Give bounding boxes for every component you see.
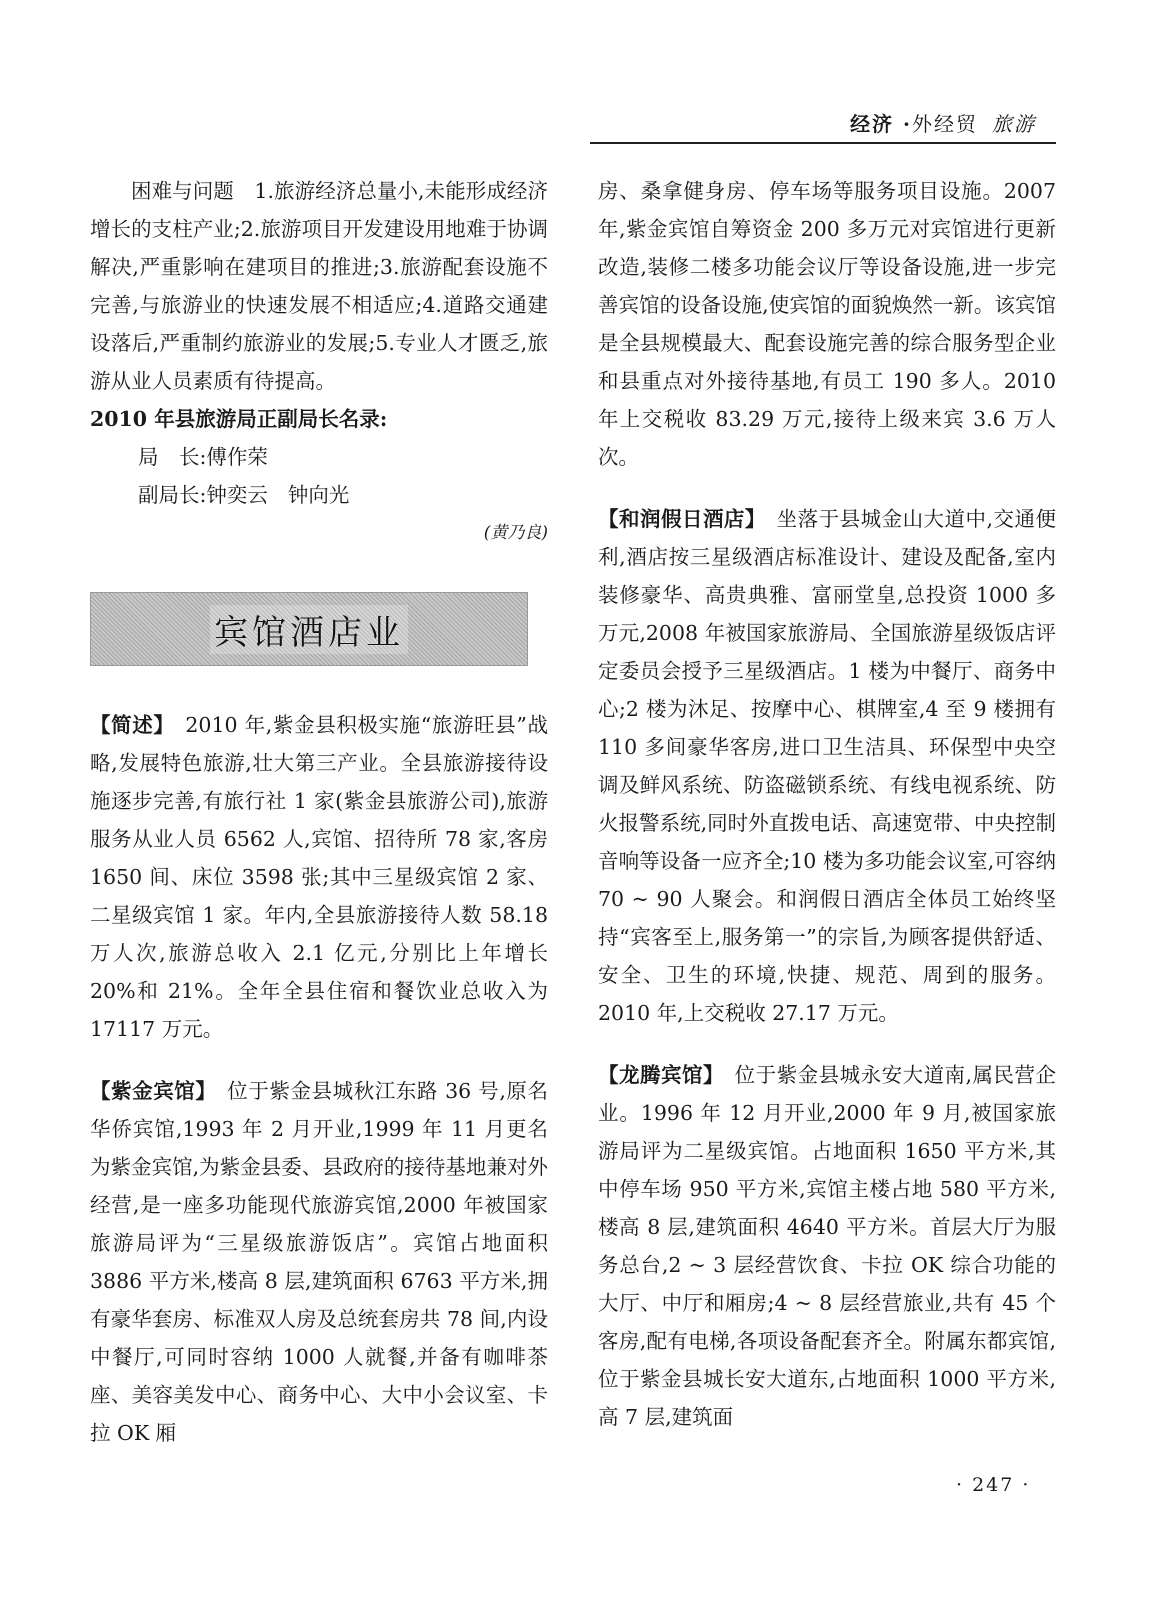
header-em: 旅游	[992, 112, 1036, 136]
right-column	[598, 172, 1056, 1436]
zijin-paragraph	[90, 1072, 548, 1452]
deputy-row	[90, 476, 548, 514]
page-number: · 247 ·	[956, 1474, 1031, 1496]
author-signature: (黄乃良)	[483, 523, 548, 543]
running-header	[590, 96, 1056, 144]
section-title: 宾馆酒店业	[210, 605, 408, 654]
intro-label: 【简述】	[90, 713, 165, 737]
director-name: 局 长:傅作荣	[138, 445, 268, 469]
intro-paragraph	[90, 706, 548, 1048]
header-text	[850, 108, 1036, 137]
intro-text: 2010 年,紫金县积极实施“旅游旺县”战略,发展特色旅游,壮大第三产业。全县旅游接待设施逐步完善,有旅行社 1 家(紫金县旅游公司),旅游服务从业人员 6562 人,宾馆、招待所 78 家,客房 1650 间、床位 3598 张;其中三星级宾馆 2 家、二星级宾馆 1 家。年内,全县旅游接待人数 58.18 万人次,旅游总收入 2.1 亿元,分别比上年增长 20%和 21%。全年全县住宿和餐饮业总收入为 17117 万元。	[90, 713, 549, 1041]
zijin-label: 【紫金宾馆】	[90, 1079, 207, 1103]
header-sep: ·	[903, 112, 912, 136]
left-column	[90, 172, 548, 1452]
problems-paragraph: 困难与问题 1.旅游经济总量小,未能形成经济增长的支柱产业;2.旅游项目开发建设用地难于协调解决,严重影响在建项目的推进;3.旅游配套设施不完善,与旅游业的快速发展不相适应;4.道路交通建设落后,严重制约旅游业的发展;5.专业人才匮乏,旅游从业人员素质有待提高。	[90, 179, 548, 393]
section-banner	[90, 592, 528, 666]
deputy-name-2: 钟向光	[287, 483, 350, 507]
longteng-label: 【龙腾宾馆】	[598, 1063, 714, 1087]
herun-paragraph	[598, 500, 1056, 1032]
deputy-name-1: 副局长:钟奕云	[138, 483, 268, 507]
longteng-paragraph	[598, 1056, 1056, 1436]
zijin-text: 位于紫金县城秋江东路 36 号,原名华侨宾馆,1993 年 2 月开业,1999 年 11 月更名为紫金宾馆,为紫金县委、县政府的接待基地兼对外经营,是一座多功能现代旅游宾馆,2000 年被国家旅游局评为“三星级旅游饭店”。宾馆占地面积 3886 平方米,楼高 8 层,建筑面积 6763 平方米,拥有豪华套房、标准双人房及总统套房共 78 间,内设中餐厅,可同时容纳 1000 人就餐,并备有咖啡茶座、美容美发中心、商务中心、大中小会议室、卡拉 OK 厢	[90, 1079, 549, 1445]
herun-text: 坐落于县城金山大道中,交通便利,酒店按三星级酒店标准设计、建设及配备,室内装修豪华、高贵典雅、富丽堂皇,总投资 1000 多万元,2008 年被国家旅游局、全国旅游星级饭店评定委员会授予三星级酒店。1 楼为中餐厅、商务中心;2 楼为沐足、按摩中心、棋牌室,4 至 9 楼拥有 110 多间豪华客房,进口卫生洁具、环保型中央空调及鲜风系统、防盗磁锁系统、有线电视系统、防火报警系统,同时外直拨电话、高速宽带、中央控制音响等设备一应齐全;10 楼为多功能会议室,可容纳 70 ~ 90 人聚会。和润假日酒店全体员工始终坚持“宾客至上,服务第一”的宗旨,为顾客提供舒适、安全、卫生的环境,快捷、规范、周到的服务。2010 年,上交税收 27.17 万元。	[598, 507, 1057, 1025]
director-row	[90, 438, 548, 476]
longteng-text: 位于紫金县城永安大道南,属民营企业。1996 年 12 月开业,2000 年 9 月,被国家旅游局评为二星级宾馆。占地面积 1650 平方米,其中停车场 950 平方米,宾馆主楼占地 580 平方米,楼高 8 层,建筑面积 4640 平方米。首层大厅为服务总台,2 ~ 3 层经营饮食、卡拉 OK 综合功能的大厅、中厅和厢房;4 ~ 8 层经营旅业,共有 45 个客房,配有电梯,各项设备配套齐全。附属东都宾馆,位于紫金县城长安大道东,占地面积 1000 平方米,高 7 层,建筑面	[598, 1063, 1057, 1429]
herun-label: 【和润假日酒店】	[598, 507, 756, 531]
header-main: 经济	[850, 112, 895, 136]
header-sub: 外经贸	[912, 112, 978, 136]
zijin-continued: 房、桑拿健身房、停车场等服务项目设施。2007 年,紫金宾馆自筹资金 200 多万元对宾馆进行更新改造,装修二楼多功能会议厅等设备设施,进一步完善宾馆的设备设施,使宾馆的面貌焕然一新。该宾馆是全县规模最大、配套设施完善的综合服务型企业和县重点对外接待基地,有员工 190 多人。2010 年上交税收 83.29 万元,接待上级来宾 3.6 万人次。	[598, 179, 1056, 469]
leaders-title: 2010 年县旅游局正副局长名录:	[90, 407, 388, 431]
